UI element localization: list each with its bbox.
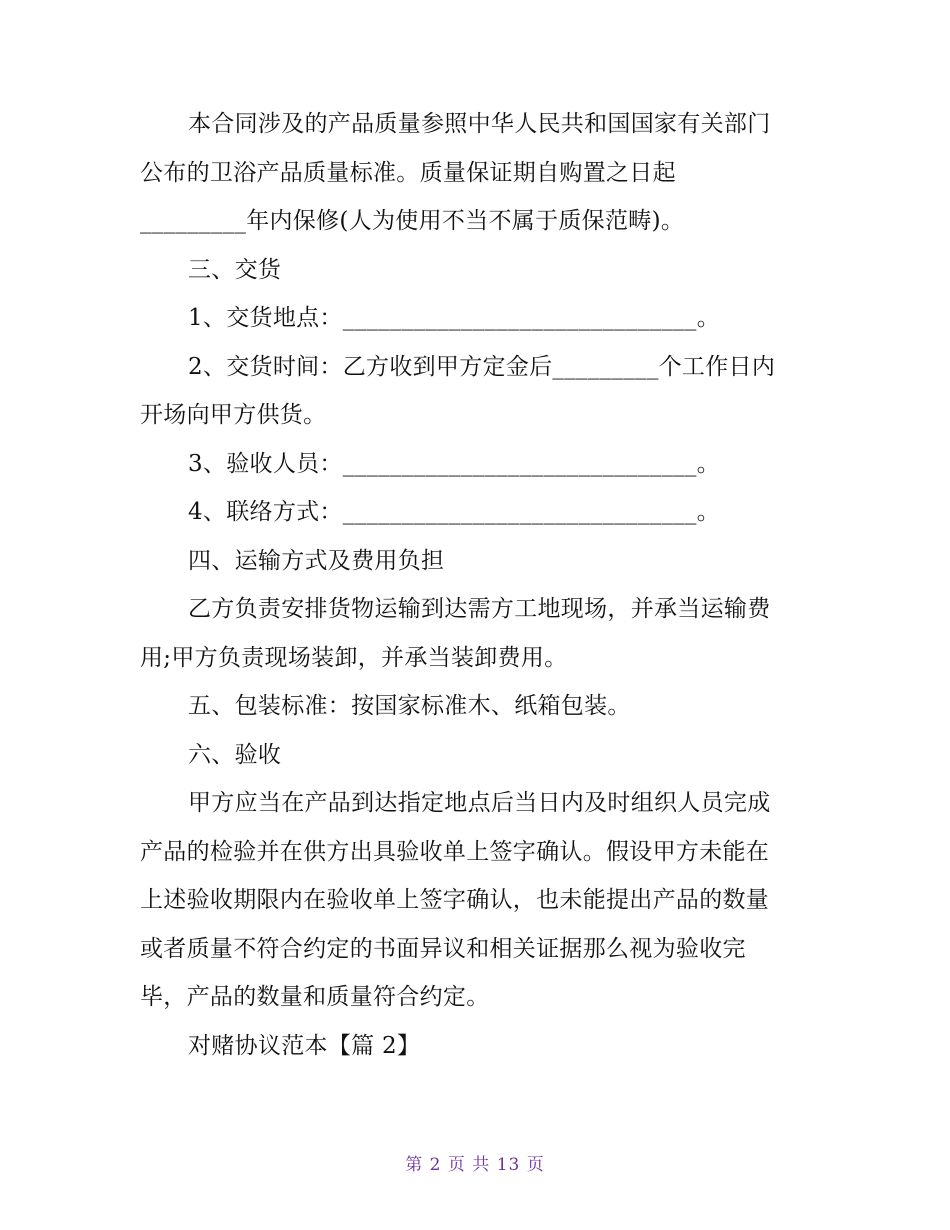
paragraph-line: 公布的卫浴产品质量标准。质量保证期自购置之日起	[140, 159, 676, 186]
section-heading: 五、包装标准：按国家标准木、纸箱包装。	[188, 693, 631, 719]
paragraph-line: 本合同涉及的产品质量参照中华人民共和国国家有关部门	[188, 111, 771, 137]
paragraph-line: 4、联络方式：______________________________。	[188, 499, 721, 525]
document-body	[140, 100, 820, 1070]
paragraph-line: 3、验收人员：______________________________。	[188, 450, 721, 477]
paragraph-line: 乙方负责安排货物运输到达需方工地现场，并承当运输费	[188, 596, 771, 622]
paragraph-line: 毕，产品的数量和质量符合约定。	[140, 984, 490, 1010]
section-heading: 三、交货	[188, 256, 282, 283]
page-number: 第 2 页 共 13 页	[405, 1155, 545, 1175]
paragraph-line: 用;甲方负责现场装卸，并承当装卸费用。	[140, 644, 568, 671]
section-heading: 六、验收	[188, 741, 282, 768]
paragraph-line: 上述验收期限内在验收单上签字确认，也未能提出产品的数量	[140, 887, 770, 913]
section-title: 对赌协议范本【篇 2】	[188, 1032, 421, 1059]
paragraph-line: 甲方应当在产品到达指定地点后当日内及时组织人员完成	[188, 790, 771, 816]
paragraph-line: 产品的检验并在供方出具验收单上签字确认。假设甲方未能在	[140, 838, 770, 865]
paragraph-line: 开场向甲方供货。	[140, 402, 327, 428]
paragraph-line: 1、交货地点：______________________________。	[188, 305, 721, 331]
paragraph-line: 或者质量不符合约定的书面异议和相关证据那么视为验收完	[140, 935, 746, 962]
paragraph-line: _________年内保修(人为使用不当不属于质保范畴)。	[140, 208, 685, 234]
paragraph-line: 2、交货时间：乙方收到甲方定金后_________个工作日内	[188, 353, 776, 380]
section-heading: 四、运输方式及费用负担	[188, 547, 445, 574]
